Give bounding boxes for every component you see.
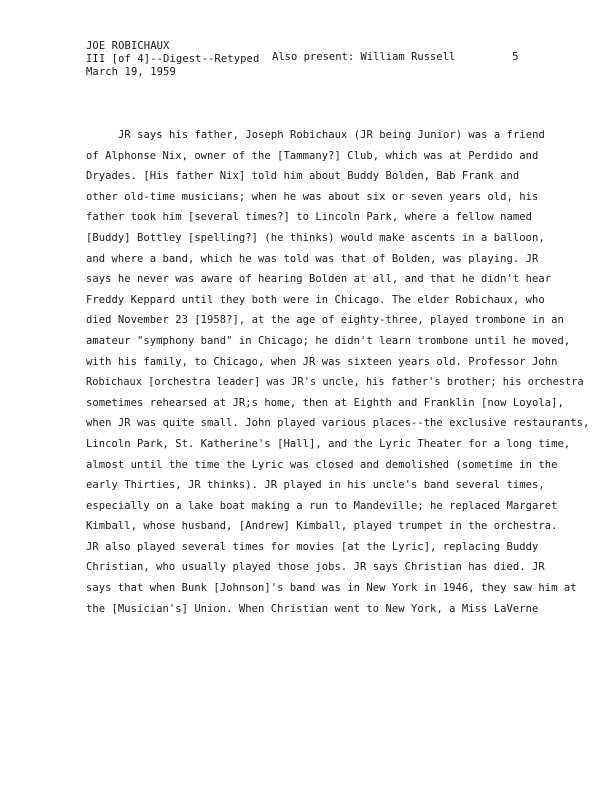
text-line: Lincoln Park, St. Katherine's [Hall], and the Lyric Theater for a long time, (86, 437, 571, 450)
text-line: other old-time musicians; when he was about six or seven years old, his (86, 190, 539, 203)
text-line: Robichaux [orchestra leader] was JR's uncle, his father's brother; his orchestra (86, 376, 584, 389)
text-line: father took him [several times?] to Lincoln Park, where a fellow named (86, 211, 533, 224)
header-block (86, 40, 259, 79)
text-line: amateur "symphony band" in Chicago; he didn't learn trombone until he moved, (86, 334, 571, 347)
text-line: says that when Bunk [Johnson]'s band was in New York in 1946, they saw him at (86, 582, 577, 595)
text-line: Dryades. [His father Nix] told him about Buddy Bolden, Bab Frank and (86, 170, 520, 183)
reel-info: III [of 4]--Digest--Retyped (86, 53, 260, 65)
interview-date: March 19, 1959 (86, 66, 176, 78)
text-line: the [Musician's] Union. When Christian went to New York, a Miss LaVerne (86, 602, 539, 615)
text-line: with his family, to Chicago, when JR was sixteen years old. Professor John (86, 355, 558, 368)
text-line: died November 23 [1958?], at the age of eighty-three, played trombone in an (86, 314, 564, 327)
text-line: and where a band, which he was told was that of Bolden, was playing. JR (86, 252, 539, 265)
text-line: of Alphonse Nix, owner of the [Tammany?] Club, which was at Perdido and (86, 149, 539, 162)
interviewee-name: JOE ROBICHAUX (86, 40, 170, 52)
text-line: JR says his father, Joseph Robichaux (JR being Junior) was a friend (118, 129, 545, 141)
text-line: Kimball, whose husband, [Andrew] Kimball, played trumpet in the orchestra. (86, 520, 558, 533)
text-line: early Thirties, JR thinks). JR played in his uncle's band several times, (86, 479, 545, 492)
text-line: says he never was aware of hearing Bolden at all, and that he didn't hear (86, 273, 552, 286)
text-line: almost until the time the Lyric was closed and demolished (sometime in the (86, 458, 558, 471)
text-line: JR also played several times for movies [at the Lyric], replacing Buddy (86, 540, 539, 553)
text-line: sometimes rehearsed at JR;s home, then at Eighth and Franklin [now Loyola], (86, 396, 564, 409)
text-line: when JR was quite small. John played various places--the exclusive restaurants, (86, 417, 590, 430)
text-line: Christian, who usually played those jobs. JR says Christian has died. JR (86, 561, 545, 574)
text-line: especially on a lake boat making a run to Mandeville; he replaced Margaret (86, 499, 558, 512)
text-line: [Buddy] Bottley [spelling?] (he thinks) would make ascents in a balloon, (86, 231, 545, 244)
page-number: 5 (512, 50, 519, 63)
text-line: Freddy Keppard until they both were in Chicago. The elder Robichaux, who (86, 293, 545, 306)
body-text (86, 125, 590, 619)
also-present: Also present: William Russell (272, 51, 456, 63)
